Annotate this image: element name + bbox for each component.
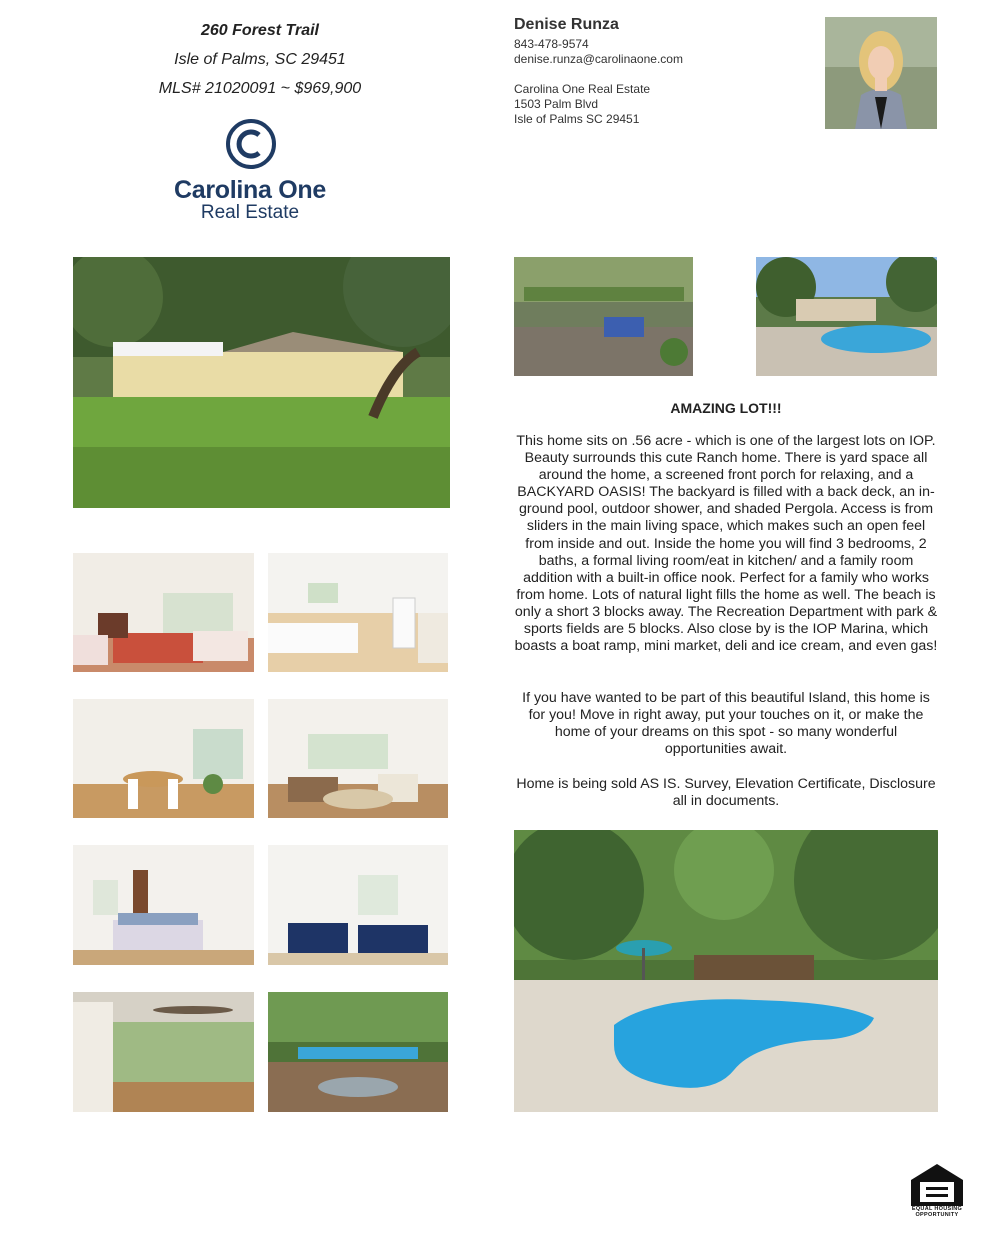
agent-phone: 843-478-9574 xyxy=(514,37,589,51)
pool-photo xyxy=(514,830,938,1112)
listing-mls-price: MLS# 21020091 ~ $969,900 xyxy=(158,80,362,97)
equal-housing-label xyxy=(902,1206,972,1218)
agent-city: Isle of Palms SC 29451 xyxy=(514,112,640,126)
listing-address-line2: Isle of Palms, SC 29451 xyxy=(174,51,346,68)
pergola-patio-photo xyxy=(514,257,693,376)
carolina-one-logo-icon xyxy=(225,118,277,170)
dining-room-photo xyxy=(73,699,254,818)
agent-street: 1503 Palm Blvd xyxy=(514,97,599,111)
description-paragraph-3: Home is being sold AS IS. Survey, Elevation Certificate, Disclosure all in documents. xyxy=(516,776,936,810)
kitchen-photo xyxy=(268,553,448,672)
back-deck-photo xyxy=(268,992,448,1112)
agent-office: Carolina One Real Estate xyxy=(514,82,651,96)
agent-photo xyxy=(825,17,937,129)
guest-bedroom-photo xyxy=(268,845,448,965)
description-title: AMAZING LOT!!! xyxy=(670,400,782,416)
screened-porch-photo xyxy=(73,992,254,1112)
brand-subname: Real Estate xyxy=(200,202,300,223)
brand-name: Carolina One xyxy=(174,176,326,204)
pool-backyard-photo xyxy=(756,257,937,376)
agent-name: Denise Runza xyxy=(514,16,619,33)
eho-line1: EQUAL HOUSING xyxy=(911,1206,963,1212)
agent-email: denise.runza@carolinaone.com xyxy=(514,52,683,66)
description-paragraph-1: This home sits on .56 acre - which is one of the largest lots on IOP. Beauty surrounds this cute Ranch home. There is yard space all around the home, a screened front porch for relaxing, and a BACKYARD OASIS! The backyard is filled with a back deck, an in-ground pool, outdoor shower, and shaded Pergola. Access is from sliders in the main living space, which makes such an open feel from inside and out. Inside the home you will find 3 bedrooms, 2 baths, a formal living room/eat in kitchen/ and a family room addition with a built-in office nook. Perfect for a family who works from home. Lots of natural light fills the home as well. The beach is only a short 3 blocks away. The Recreation Department with park & sports fields are 5 blocks. Also close by is the IOP Marina, which boasts a boat ramp, mini market, deli and ice cream, and even gas! xyxy=(514,433,938,655)
description-paragraph-2: If you have wanted to be part of this beautiful Island, this home is for you! Move in right away, put your touches on it, or make the home of your dreams on this spot - so many wonderful opportunities await. xyxy=(522,690,930,758)
family-room-photo xyxy=(268,699,448,818)
listing-address-line1: 260 Forest Trail xyxy=(201,22,319,39)
house-exterior-photo xyxy=(73,257,450,508)
master-bedroom-photo xyxy=(73,845,254,965)
eho-line2: OPPORTUNITY xyxy=(915,1212,959,1218)
living-room-photo xyxy=(73,553,254,672)
